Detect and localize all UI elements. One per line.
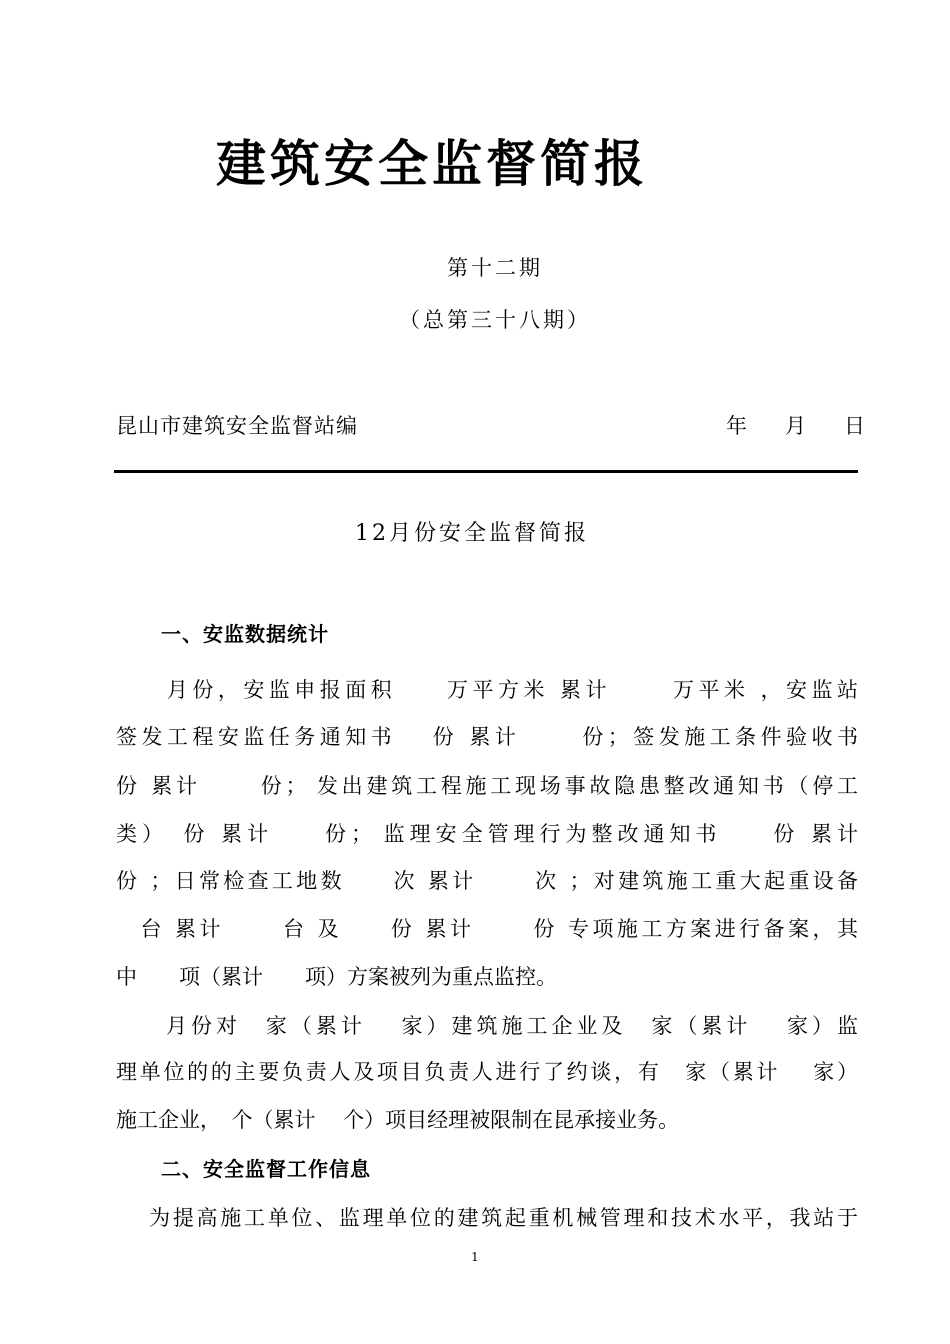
section-heading-2: 二、安全监督工作信息 (161, 1157, 371, 1181)
issue-total: （总第三十八期） (399, 308, 591, 332)
header-divider (114, 470, 858, 473)
paragraph-line: 月份，安监申报面积 万平方米 累计 万平米 ，安监站 (116, 678, 858, 702)
paragraph-line: 施工企业， 个（累计 个）项目经理被限制在昆承接业务。 (116, 1108, 680, 1132)
date-year: 年 (726, 414, 747, 438)
date-day: 日 (844, 414, 865, 438)
paragraph-line: 中 项（累计 项）方案被列为重点监控。 (116, 965, 557, 989)
date-line (726, 410, 865, 440)
paragraph-line: 签发工程安监任务通知书 份 累计 份；签发施工条件验收书 (116, 725, 858, 749)
paragraph-line: 月份对 家（累计 家）建筑施工企业及 家（累计 家）监 (116, 1014, 858, 1038)
date-month: 月 (785, 414, 806, 438)
report-title: 12月份安全监督简报 (355, 521, 589, 546)
paragraph-line: 台 累计 台 及 份 累计 份 专项施工方案进行备案，其 (116, 917, 858, 941)
editor-line: 昆山市建筑安全监督站编 (116, 414, 358, 438)
section-heading-1: 一、安监数据统计 (161, 622, 329, 646)
issue-number: 第十二期 (447, 256, 543, 280)
paragraph-line: 为提高施工单位、监理单位的建筑起重机械管理和技术水平，我站于 (116, 1206, 858, 1230)
page-number: 1 (471, 1250, 479, 1264)
paragraph-line: 类） 份 累计 份； 监理安全管理行为整改通知书 份 累计 (116, 822, 858, 846)
paragraph-line: 份 累计 份； 发出建筑工程施工现场事故隐患整改通知书（停工 (116, 774, 858, 798)
paragraph-line: 理单位的的主要负责人及项目负责人进行了约谈，有 家（累计 家） (116, 1060, 858, 1084)
paragraph-line: 份 ；日常检查工地数 次 累计 次 ；对建筑施工重大起重设备 (116, 869, 858, 893)
document-title: 建筑安全监督简报 (216, 135, 648, 193)
